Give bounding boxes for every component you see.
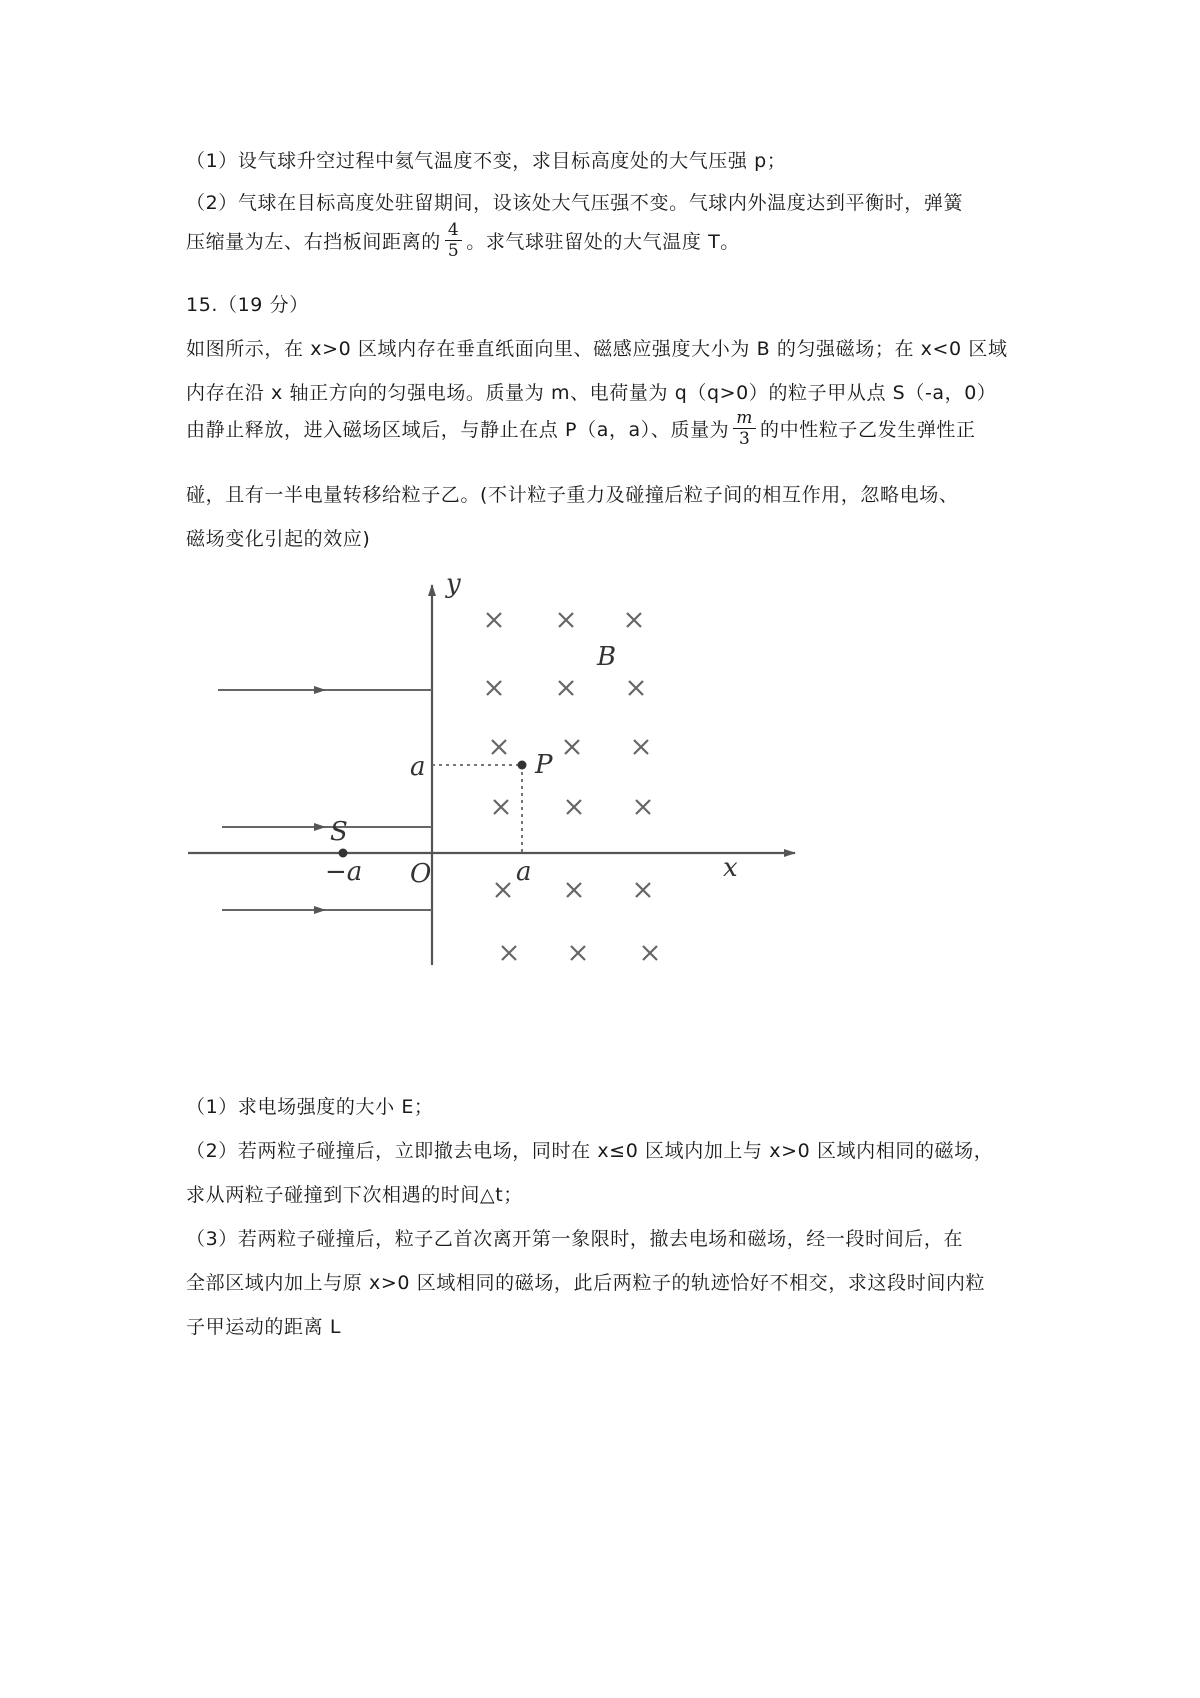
y-tick-a-label: a: [410, 752, 426, 782]
cross-mark: [636, 883, 650, 897]
cross-mark: [487, 613, 501, 627]
magnetic-field-label: B: [597, 642, 617, 672]
cross-mark: [567, 800, 581, 814]
fraction-denominator: 5: [447, 241, 460, 261]
subquestion-2-line: （2）气球在目标高度处驻留期间，设该处大气压强不变。气球内外温度达到平衡时，弹簧: [186, 192, 964, 214]
cross-mark: [492, 740, 506, 754]
cross-mark: [571, 946, 585, 960]
origin-label: O: [410, 859, 432, 889]
fraction-four-fifths: [445, 220, 462, 261]
cross-mark: [559, 681, 573, 695]
cross-mark: [502, 946, 516, 960]
text-segment: 由静止释放，进入磁场区域后，与静止在点 P（a，a）、质量为: [186, 419, 730, 441]
point-p-label: P: [535, 750, 553, 780]
text-segment: 压缩量为左、右挡板间距离的: [186, 231, 441, 253]
subquestion-3-line-cont: 子甲运动的距离 L: [186, 1316, 342, 1338]
x-tick-a-label: a: [516, 857, 532, 887]
cross-mark: [567, 883, 581, 897]
cross-mark: [494, 800, 508, 814]
fraction-denominator: 3: [738, 429, 751, 449]
cross-mark: [496, 883, 510, 897]
cross-mark: [487, 681, 501, 695]
y-axis-label: y: [446, 569, 461, 599]
point-s-label: S: [330, 817, 348, 847]
problem-text-line: 内存在沿 x 轴正方向的匀强电场。质量为 m、电荷量为 q（q>0）的粒子甲从点 S（-a，0）: [186, 382, 997, 404]
x-tick-neg-a-label: −a: [325, 857, 363, 887]
cross-mark: [634, 740, 648, 754]
subquestion-2-line: （2）若两粒子碰撞后，立即撤去电场，同时在 x≤0 区域内加上与 x>0 区域内相同的磁场，: [186, 1140, 994, 1162]
fraction-numerator: m: [733, 408, 756, 429]
subquestion-1-line: （1）设气球升空过程中氦气温度不变，求目标高度处的大气压强 p；: [186, 150, 787, 172]
cross-mark: [629, 681, 643, 695]
subquestion-1-line: （1）求电场强度的大小 E；: [186, 1096, 434, 1118]
subquestion-3-line: （3）若两粒子碰撞后，粒子乙首次离开第一象限时，撤去电场和磁场，经一段时间后，在: [186, 1228, 964, 1250]
text-segment: 的中性粒子乙发生弹性正: [760, 419, 976, 441]
cross-mark: [643, 946, 657, 960]
problem-text-line: 碰，且有一半电量转移给粒子乙。(不计粒子重力及碰撞后粒子间的相互作用，忽略电场、: [186, 484, 959, 506]
cross-mark: [627, 613, 641, 627]
field-diagram: [180, 569, 820, 1070]
magnetic-field-crosses: [487, 613, 657, 960]
problem-text-line: 如图所示，在 x>0 区域内存在垂直纸面向里、磁感应强度大小为 B 的匀强磁场；在 x<0 区域: [186, 338, 1008, 360]
cross-mark: [636, 800, 650, 814]
subquestion-3-line-cont: 全部区域内加上与原 x>0 区域相同的磁场，此后两粒子的轨迹恰好不相交，求这段时间内粒: [186, 1272, 986, 1294]
problem-text-line: 磁场变化引起的效应): [186, 528, 371, 550]
subquestion-2-line-cont: [186, 222, 740, 263]
question-15-heading: 15.（19 分）: [186, 294, 309, 316]
cross-mark: [559, 613, 573, 627]
subquestion-2-line-cont: 求从两粒子碰撞到下次相遇的时间△t；: [186, 1184, 523, 1206]
x-axis-label: x: [723, 853, 738, 883]
cross-mark: [565, 740, 579, 754]
problem-text-line: [186, 410, 976, 451]
fraction-m-over-3: [733, 408, 756, 449]
point-p-dot: [518, 761, 527, 770]
fraction-numerator: 4: [445, 220, 462, 241]
text-segment: 。求气球驻留处的大气温度 T。: [466, 231, 740, 253]
